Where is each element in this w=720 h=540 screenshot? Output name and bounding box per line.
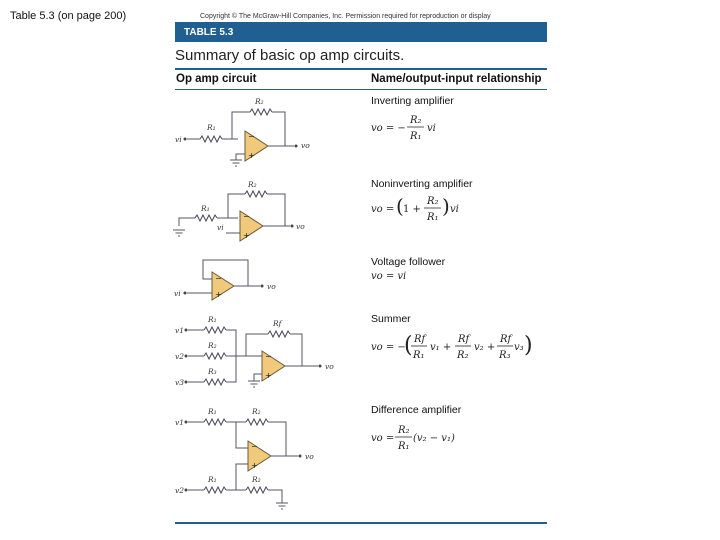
svg-text:R₂: R₂ (398, 425, 410, 436)
svg-text:+: + (215, 290, 222, 299)
svg-text:R₂: R₂ (255, 97, 264, 106)
svg-text:v1: v1 (175, 326, 185, 335)
equation-difference (371, 425, 455, 452)
svg-text:vo: vo (296, 222, 305, 231)
noninverting-amplifier-circuit (173, 180, 305, 241)
equation-inverting (371, 115, 436, 142)
slide-caption: Table 5.3 (on page 200) (10, 10, 127, 22)
svg-text:Rf: Rf (273, 319, 282, 328)
table-title: Summary of basic op amp circuits. (175, 47, 405, 64)
svg-text:+: + (248, 151, 255, 160)
svg-text:R₂: R₂ (252, 407, 261, 416)
row-name-follower: Voltage follower (371, 256, 446, 268)
svg-text:v1: v1 (175, 418, 185, 427)
svg-text:R₁: R₁ (207, 123, 216, 132)
svg-text:vi: vi (175, 135, 182, 144)
svg-text:vo = −: vo = − (371, 123, 406, 134)
svg-text:R₁: R₁ (427, 212, 439, 223)
svg-text:vi: vi (217, 223, 224, 232)
svg-text:vo =: vo = (371, 204, 395, 215)
column-header-circuit: Op amp circuit (176, 73, 257, 85)
svg-text:R₁: R₁ (208, 475, 217, 484)
svg-text:R₂: R₂ (252, 475, 261, 484)
row-name-inverting: Inverting amplifier (371, 95, 454, 107)
svg-text:Rf: Rf (500, 334, 512, 345)
svg-text:): ) (442, 194, 450, 218)
svg-text:−: − (215, 274, 222, 283)
svg-text:v₂ +: v₂ + (474, 342, 496, 353)
svg-text:vo: vo (305, 452, 314, 461)
svg-text:1 +: 1 + (403, 204, 421, 215)
svg-text:vo: vo (325, 362, 334, 371)
svg-text:v3: v3 (175, 378, 185, 387)
svg-text:R₁: R₁ (201, 204, 210, 213)
row-name-difference: Difference amplifier (371, 404, 462, 416)
svg-text:v2: v2 (175, 486, 185, 495)
svg-text:vi: vi (427, 123, 436, 134)
equation-noninverting (371, 194, 459, 223)
row-name-summer: Summer (371, 313, 411, 325)
voltage-follower-circuit (174, 260, 276, 300)
svg-text:R₂: R₂ (410, 115, 422, 126)
svg-text:R₃: R₃ (499, 350, 511, 361)
svg-text:R₂: R₂ (248, 180, 257, 189)
svg-text:vo: vo (301, 141, 310, 150)
svg-text:+: + (243, 231, 250, 240)
svg-text:): ) (524, 333, 533, 358)
table-label: TABLE 5.3 (184, 26, 234, 38)
svg-text:vi: vi (174, 289, 181, 298)
equation-follower (371, 271, 406, 282)
svg-text:v₃: v₃ (514, 342, 524, 353)
svg-text:−: − (243, 212, 250, 221)
svg-text:R₃: R₃ (208, 367, 217, 376)
copyright-notice: Copyright © The McGraw-Hill Companies, Inc. Permission required for reproduction or display (200, 13, 491, 20)
svg-text:vo =: vo = (371, 433, 395, 444)
svg-text:Rf: Rf (414, 334, 426, 345)
svg-text:R₁: R₁ (410, 131, 422, 142)
svg-text:−: − (251, 442, 258, 451)
inverting-amplifier-circuit (175, 97, 310, 166)
svg-text:+: + (251, 461, 258, 470)
svg-text:(v₂ − v₁): (v₂ − v₁) (413, 433, 455, 444)
svg-text:vo = vi: vo = vi (371, 271, 407, 282)
svg-text:R₂: R₂ (208, 341, 217, 350)
svg-text:vo = −: vo = − (371, 342, 406, 353)
svg-text:Rf: Rf (458, 334, 470, 345)
svg-text:R₂: R₂ (457, 350, 469, 361)
svg-text:v₁ +: v₁ + (430, 342, 452, 353)
svg-text:v2: v2 (175, 352, 185, 361)
svg-text:−: − (248, 132, 255, 141)
svg-text:R₂: R₂ (427, 196, 439, 207)
row-name-noninverting: Noninverting amplifier (371, 178, 473, 190)
difference-amplifier-circuit (175, 407, 314, 509)
svg-text:+: + (265, 371, 272, 380)
svg-text:R₁: R₁ (413, 350, 425, 361)
svg-text:R₁: R₁ (398, 441, 410, 452)
summer-circuit (175, 315, 334, 387)
svg-text:R₁: R₁ (208, 315, 217, 324)
svg-text:(: ( (396, 194, 404, 218)
column-header-relationship: Name/output-input relationship (371, 73, 542, 85)
equation-summer (371, 333, 533, 361)
svg-text:−: − (265, 352, 272, 361)
svg-text:vo: vo (267, 282, 276, 291)
svg-text:vi: vi (450, 204, 459, 215)
svg-text:R₁: R₁ (208, 407, 217, 416)
svg-text:(: ( (404, 333, 413, 358)
